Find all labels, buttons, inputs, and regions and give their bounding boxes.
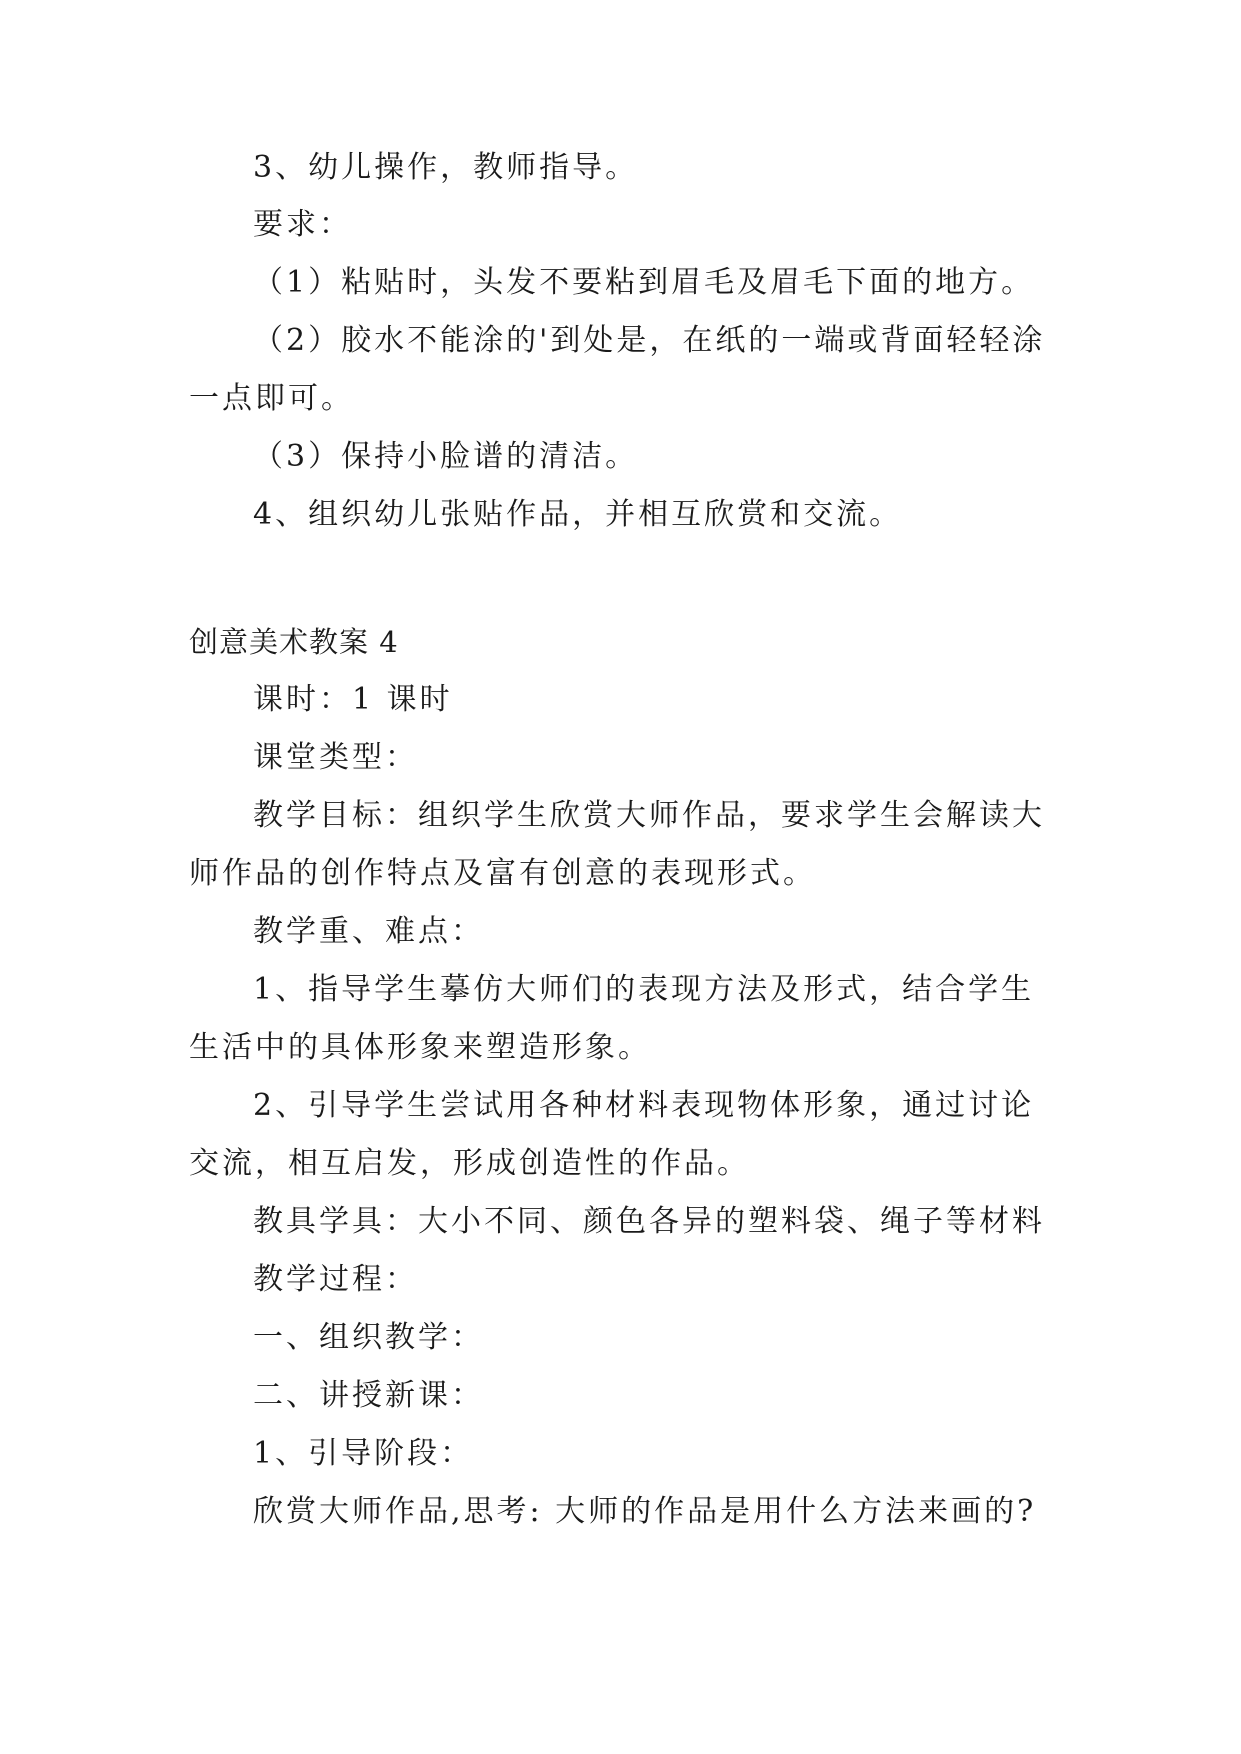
paragraph-appreciate-works: 欣赏大师作品,思考: 大师的作品是用什么方法来画的? bbox=[253, 1494, 1037, 1529]
paragraph-step-4: 4、组织幼儿张贴作品，并相互欣赏和交流。 bbox=[253, 497, 903, 532]
paragraph-requirement-3: （3）保持小脸谱的清洁。 bbox=[253, 439, 639, 474]
paragraph-requirements-heading: 要求： bbox=[253, 207, 352, 242]
paragraph-organize-teaching: 一、组织教学： bbox=[253, 1320, 484, 1355]
paragraph-step-3: 3、幼儿操作，教师指导。 bbox=[253, 150, 639, 185]
paragraph-key-point-2-cont: 交流，相互启发，形成创造性的作品。 bbox=[189, 1146, 750, 1181]
section-title: 创意美术教案 4 bbox=[189, 625, 399, 659]
paragraph-requirement-1: （1）粘贴时，头发不要粘到眉毛及眉毛下面的地方。 bbox=[253, 265, 1035, 300]
paragraph-objectives: 教学目标：组织学生欣赏大师作品，要求学生会解读大 bbox=[253, 798, 1045, 833]
paragraph-key-point-1: 1、指导学生摹仿大师们的表现方法及形式，结合学生 bbox=[253, 972, 1035, 1007]
paragraph-teaching-process: 教学过程： bbox=[253, 1262, 418, 1297]
paragraph-objectives-cont: 师作品的创作特点及富有创意的表现形式。 bbox=[189, 856, 816, 891]
paragraph-teaching-aids: 教具学具：大小不同、颜色各异的塑料袋、绳子等材料 bbox=[253, 1204, 1045, 1239]
paragraph-guidance-stage: 1、引导阶段： bbox=[253, 1436, 474, 1471]
paragraph-key-point-1-cont: 生活中的具体形象来塑造形象。 bbox=[189, 1030, 651, 1065]
paragraph-new-lesson: 二、讲授新课： bbox=[253, 1378, 484, 1413]
paragraph-key-point-2: 2、引导学生尝试用各种材料表现物体形象，通过讨论 bbox=[253, 1088, 1035, 1123]
paragraph-class-hours: 课时：1 课时 bbox=[253, 682, 453, 717]
paragraph-class-type: 课堂类型： bbox=[253, 740, 418, 775]
paragraph-requirement-2-cont: 一点即可。 bbox=[189, 381, 354, 416]
paragraph-requirement-2: （2）胶水不能涂的'到处是，在纸的一端或背面轻轻涂 bbox=[253, 323, 1046, 358]
paragraph-key-points: 教学重、难点： bbox=[253, 914, 484, 949]
